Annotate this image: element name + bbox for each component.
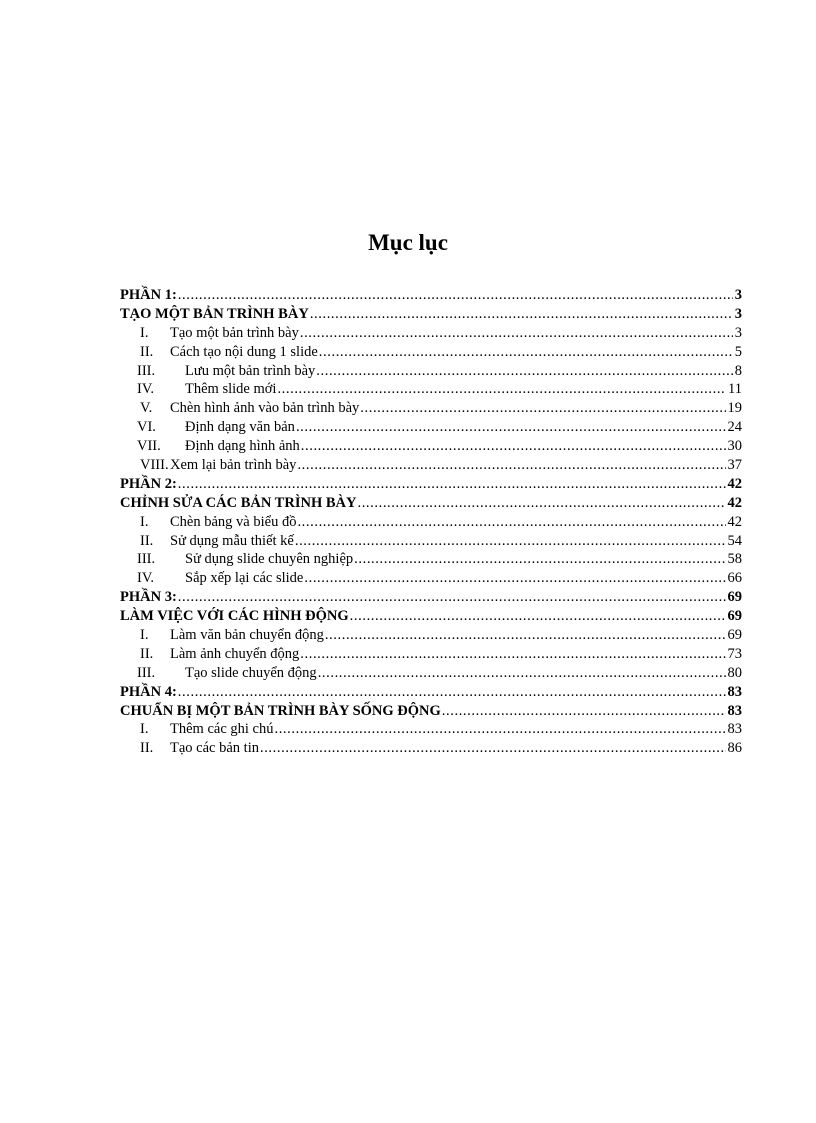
toc-entry-text: CHỈNH SỬA CÁC BẢN TRÌNH BÀY [120,494,357,511]
toc-page-number: 11 [728,381,742,398]
dot-leader [304,569,725,588]
toc-entry-text: Tạo slide chuyển động [185,664,317,681]
toc-page-number: 66 [727,570,742,587]
toc-entry-label [120,702,441,721]
toc-page-number: 24 [727,419,742,436]
toc-entry[interactable] [120,513,742,532]
toc-page-number: 86 [727,740,742,757]
dot-leader [297,513,725,532]
toc-entry-text: Định dạng hình ảnh [185,438,300,455]
toc-entry-label [120,550,353,569]
toc-entry-text: Làm ảnh chuyển động [170,645,300,662]
toc-entry-label [120,475,177,494]
toc-page-number: 58 [727,551,742,568]
toc-entry-number: VII. [137,438,161,455]
toc-section-heading[interactable] [120,683,742,702]
toc-entry-text: Tạo các bản tin [170,740,259,757]
toc-page-number: 42 [727,494,742,511]
toc-entry-text: Sắp xếp lại các slide [185,570,304,587]
toc-entry-text: Thêm các ghi chú [170,721,274,738]
table-of-contents [120,286,742,758]
dot-leader [357,494,725,513]
dot-leader [318,664,726,683]
toc-entry-label [120,343,318,362]
toc-entry-label [120,626,324,645]
toc-entry-number: I. [140,513,149,530]
toc-entry[interactable] [120,362,742,381]
toc-page-number: 5 [734,343,742,360]
toc-entry[interactable] [120,437,742,456]
toc-page-number: 83 [727,721,742,738]
toc-entry-number: I. [140,721,149,738]
toc-entry-text: Cách tạo nội dung 1 slide [170,343,318,360]
toc-entry-text: Tạo một bản trình bày [170,324,299,341]
toc-entry-label [120,588,177,607]
toc-entry-number: II. [140,532,154,549]
dot-leader [442,702,726,721]
toc-entry-label [120,739,259,758]
toc-entry[interactable] [120,664,742,683]
toc-entry-number: I. [140,324,149,341]
toc-entry[interactable] [120,720,742,739]
toc-entry-label [120,305,309,324]
dot-leader [325,626,726,645]
toc-entry-label [120,324,299,343]
toc-section-heading[interactable] [120,702,742,721]
dot-leader [300,645,725,664]
toc-entry[interactable] [120,456,742,475]
dot-leader [295,532,726,551]
toc-page-number: 83 [727,683,742,700]
toc-page-number: 83 [727,702,742,719]
toc-page-number: 8 [734,362,742,379]
toc-entry-label [120,645,299,664]
toc-entry-label [120,664,317,683]
toc-entry-text: PHẦN 4: [120,683,177,700]
toc-page-number: 80 [727,664,742,681]
toc-entry-text: PHẦN 1: [120,287,177,303]
toc-entry-number: III. [137,551,156,568]
toc-section-heading[interactable] [120,475,742,494]
toc-entry[interactable] [120,569,742,588]
toc-entry-label [120,437,300,456]
dot-leader [354,550,725,569]
toc-entry-text: Lưu một bản trình bày [185,362,316,379]
toc-entry-text: Làm văn bản chuyển động [170,627,324,644]
dot-leader [360,399,725,418]
toc-entry-number: III. [137,362,156,379]
toc-page-number: 37 [727,457,742,474]
toc-section-heading[interactable] [120,494,742,513]
toc-entry[interactable] [120,626,742,645]
toc-entry-text: Định dạng văn bản [185,419,295,436]
dot-leader [300,324,733,343]
toc-entry-label [120,513,296,532]
toc-section-heading[interactable] [120,588,742,607]
toc-entry[interactable] [120,343,742,362]
dot-leader [319,343,733,362]
dot-leader [301,437,726,456]
toc-title: Mục lục [368,230,448,255]
toc-entry-text: Thêm slide mới [185,381,277,398]
toc-entry[interactable] [120,532,742,551]
toc-entry-text: TẠO MỘT BẢN TRÌNH BÀY [120,305,309,322]
dot-leader [178,475,726,494]
toc-page-number: 3 [734,287,742,303]
toc-entry-label [120,607,349,626]
toc-entry[interactable] [120,550,742,569]
toc-entry[interactable] [120,739,742,758]
toc-entry-label [120,286,177,305]
dot-leader [277,380,726,399]
toc-page-number: 69 [727,608,742,625]
toc-entry-number: III. [137,664,156,681]
toc-page-number: 42 [727,513,742,530]
toc-entry-label [120,362,315,381]
toc-entry-label [120,683,177,702]
toc-entry[interactable] [120,380,742,399]
toc-entry-text: Sử dụng mẫu thiết kế [170,532,294,549]
dot-leader [310,305,733,324]
toc-entry-label [120,569,303,588]
toc-entry-text: Chèn bảng và biểu đồ [170,513,297,530]
toc-page-number: 42 [727,475,742,492]
toc-entry-text: Xem lại bản trình bày [170,457,297,474]
toc-entry-number: II. [140,343,154,360]
toc-entry-text: LÀM VIỆC VỚI CÁC HÌNH ĐỘNG [120,608,349,625]
dot-leader [350,607,726,626]
toc-page-number: 19 [727,400,742,417]
toc-page-number: 3 [734,305,742,322]
toc-entry-label [120,494,356,513]
toc-entry-number: V. [140,400,153,417]
toc-entry-label [120,720,273,739]
dot-leader [296,418,726,437]
toc-entry-number: II. [140,740,154,757]
dot-leader [260,739,726,758]
toc-page-number: 54 [727,532,742,549]
toc-page-number: 69 [727,627,742,644]
toc-entry-text: CHUẨN BỊ MỘT BẢN TRÌNH BÀY SỐNG ĐỘNG [120,702,441,719]
toc-entry[interactable] [120,645,742,664]
toc-page-number: 69 [727,589,742,606]
toc-entry[interactable] [120,399,742,418]
toc-entry-number: VI. [137,419,156,436]
toc-page-number: 3 [734,324,742,341]
dot-leader [178,588,726,607]
toc-entry-number: IV. [137,570,155,587]
dot-leader [297,456,725,475]
toc-entry-text: Sử dụng slide chuyên nghiệp [185,551,354,568]
toc-entry-label [120,532,294,551]
toc-section-heading[interactable] [120,607,742,626]
dot-leader [178,683,726,702]
toc-entry-number: II. [140,645,154,662]
toc-entry-label [120,418,295,437]
toc-entry-number: I. [140,627,149,644]
toc-entry-text: PHẦN 3: [120,589,177,606]
toc-section-heading[interactable] [120,286,742,305]
toc-page-number: 30 [727,438,742,455]
toc-entry[interactable] [120,324,742,343]
toc-entry-label [120,456,296,475]
toc-section-heading[interactable] [120,305,742,324]
toc-entry-number: IV. [137,381,155,398]
toc-entry-text: PHẦN 2: [120,475,177,492]
toc-entry[interactable] [120,418,742,437]
toc-entry-text: Chèn hình ảnh vào bản trình bày [170,400,360,417]
toc-entry-number: VIII. [140,457,169,474]
toc-entry-label [120,399,359,418]
dot-leader [274,720,725,739]
dot-leader [178,286,733,305]
dot-leader [316,362,732,381]
toc-page-number: 73 [727,645,742,662]
toc-entry-label [120,380,276,399]
